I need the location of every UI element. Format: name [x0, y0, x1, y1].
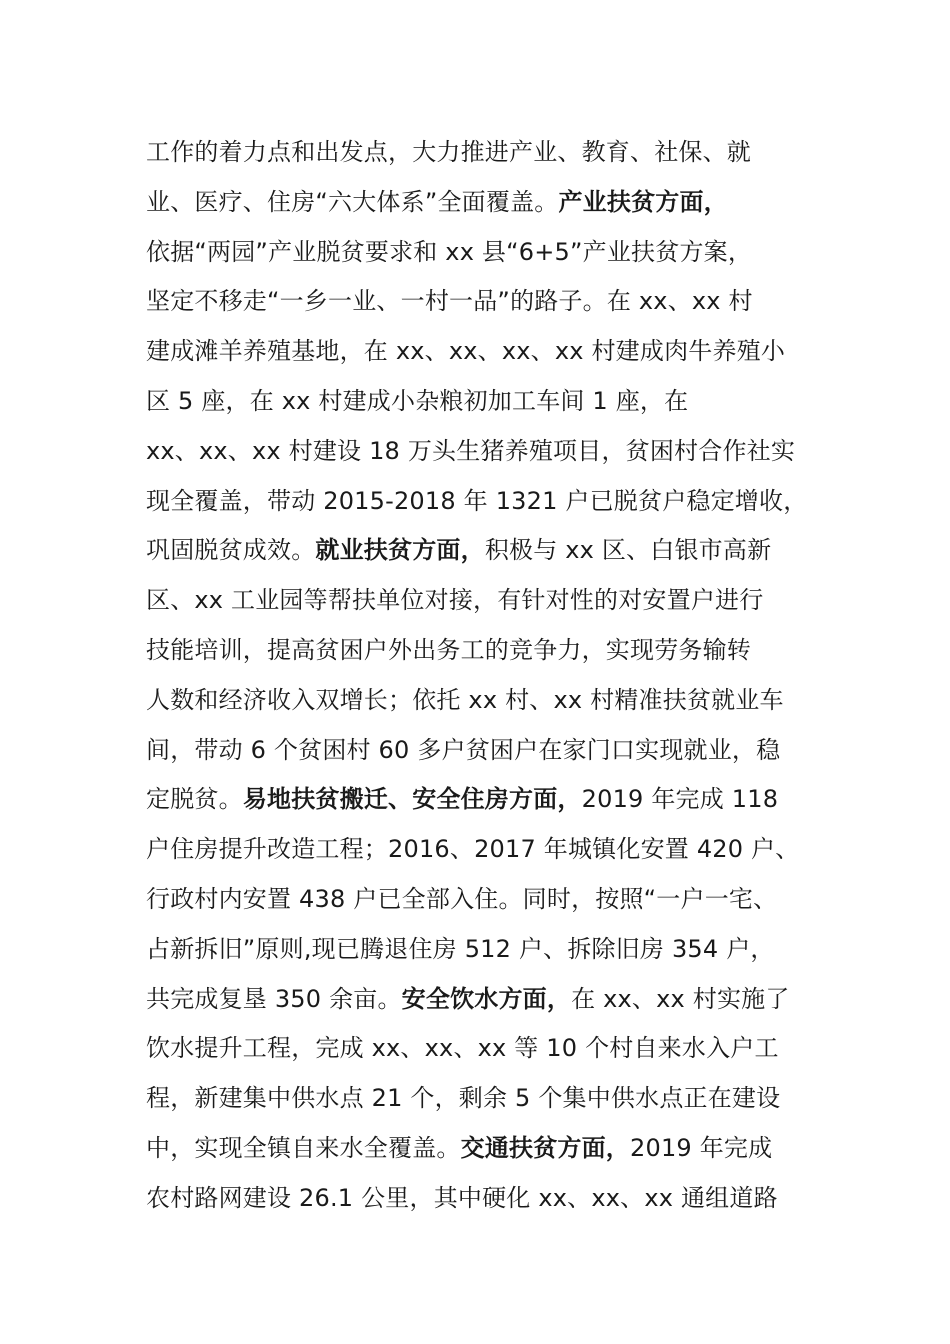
text-run: 工作的着力点和出发点，大力推进产业、教育、社保、就	[146, 138, 751, 166]
text-run: 2019 年完成 118	[581, 785, 779, 814]
text-run: 积极与 xx 区、白银市高新	[484, 536, 772, 565]
text-run: 建成滩羊养殖基地，在 xx、xx、xx、xx 村建成肉牛养殖小	[146, 337, 786, 366]
text-run: 巩固脱贫成效。	[146, 536, 316, 565]
text-run: 占新拆旧”原则,现已腾退住房 512 户、拆除旧房 354 户，	[146, 934, 775, 963]
text-line	[146, 377, 806, 427]
section-heading-relocation: 易地扶贫搬迁、安全住房方面，	[242, 785, 582, 814]
text-run: xx、xx、xx 村建设 18 万头生猪养殖项目，贫困村合作社实	[146, 436, 796, 465]
text-line	[146, 128, 806, 178]
text-line	[146, 726, 806, 776]
text-run: 共完成复垦 350 余亩。	[146, 984, 402, 1013]
section-heading-water: 安全饮水方面，	[401, 984, 572, 1013]
text-run: 技能培训，提高贫困户外出务工的竞争力，实现劳务输转	[146, 635, 751, 664]
text-run: 依据“两园”产业脱贫要求和 xx 县“6+5”产业扶贫方案，	[146, 237, 753, 266]
text-line	[146, 825, 806, 875]
text-run: 2019 年完成	[630, 1133, 773, 1162]
text-line	[146, 626, 806, 676]
text-run: 区、xx 工业园等帮扶单位对接，有针对性的对安置户进行	[146, 586, 764, 615]
text-run: 间，带动 6 个贫困村 60 多户贫困户在家门口实现就业，稳	[146, 735, 781, 764]
text-run: 饮水提升工程，完成 xx、xx、xx 等 10 个村自来水入户工	[146, 1034, 779, 1063]
text-run: 程，新建集中供水点 21 个，剩余 5 个集中供水点正在建设	[146, 1084, 781, 1113]
text-line	[146, 875, 806, 925]
text-line	[146, 228, 806, 278]
text-run: 坚定不移走“一乡一业、一村一品”的路子。在 xx、xx 村	[146, 287, 753, 316]
text-line	[146, 576, 806, 626]
section-heading-employment: 就业扶贫方面，	[315, 536, 485, 565]
text-line	[146, 676, 806, 726]
text-run: 定脱贫。	[146, 785, 243, 814]
text-line	[146, 277, 806, 327]
text-line	[146, 327, 806, 377]
text-line	[146, 178, 806, 228]
text-line	[146, 975, 806, 1025]
section-heading-industry: 产业扶贫方面，	[558, 187, 728, 216]
text-line	[146, 775, 806, 825]
text-line	[146, 1074, 806, 1124]
section-heading-transport: 交通扶贫方面，	[460, 1133, 631, 1162]
text-line	[146, 1024, 806, 1074]
text-line	[146, 925, 806, 975]
text-run: 农村路网建设 26.1 公里，其中硬化 xx、xx、xx 通组道路	[146, 1183, 778, 1212]
text-run: 行政村内安置 438 户已全部入住。同时，按照“一户一宅、	[146, 884, 778, 913]
text-run: 中，实现全镇自来水全覆盖。	[146, 1133, 461, 1162]
text-run: 现全覆盖，带动 2015-2018 年 1321 户已脱贫户稳定增收，	[146, 486, 808, 515]
body-text	[146, 128, 806, 1224]
text-run: 业、医疗、住房“六大体系”全面覆盖。	[146, 187, 559, 216]
text-run: 人数和经济收入双增长；依托 xx 村、xx 村精准扶贫就业车	[146, 685, 784, 714]
text-line	[146, 427, 806, 477]
text-run: 在 xx、xx 村实施了	[571, 984, 790, 1013]
text-run: 户住房提升改造工程；2016、2017 年城镇化安置 420 户、	[146, 835, 800, 864]
text-line	[146, 1124, 806, 1174]
text-run: 区 5 座，在 xx 村建成小杂粮初加工车间 1 座，在	[146, 386, 689, 415]
text-line	[146, 1174, 806, 1224]
text-line	[146, 477, 806, 527]
text-line	[146, 526, 806, 576]
